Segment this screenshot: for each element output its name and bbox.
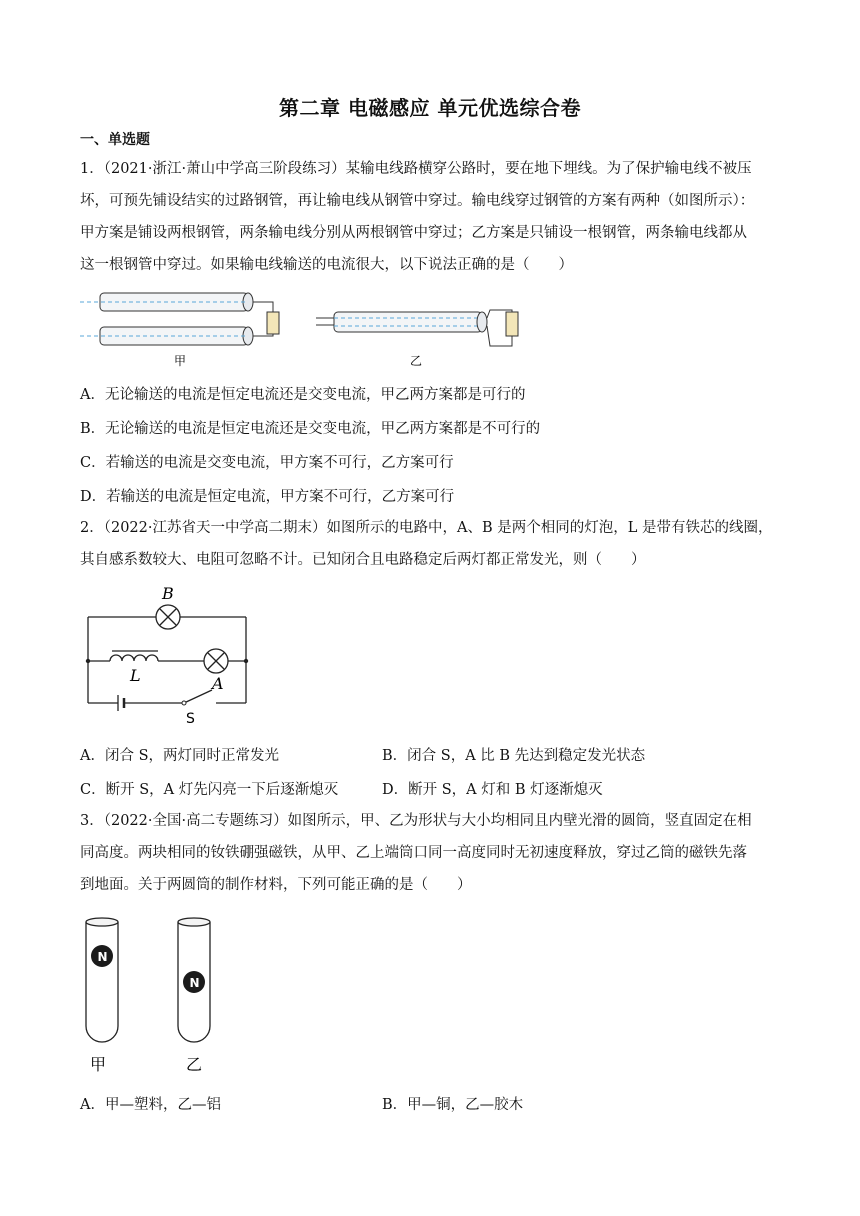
pipe-scheme-jia <box>80 293 279 345</box>
magnet-icon <box>183 971 205 993</box>
tube-jia <box>86 922 118 1042</box>
question-line: 1．（2021·浙江·萧山中学高三阶段练习）某输电线路横穿公路时，要在地下埋线。为了保护输电线不被压 <box>80 161 752 177</box>
q2-circuit-figure <box>80 585 260 725</box>
pipe-scheme-yi <box>316 310 518 346</box>
question-line: 这一根钢管中穿过。如果输电线输送的电流很大，以下说法正确的是（ ） <box>80 257 573 273</box>
fig-label-jia: 甲 <box>90 1055 107 1074</box>
section-heading: 一、单选题 <box>80 132 150 148</box>
svg-text:N: N <box>189 976 200 990</box>
page-title: 第二章 电磁感应 单元优选综合卷 <box>279 96 581 120</box>
q1-option-d[interactable]: D．若输送的电流是恒定电流，甲方案不可行，乙方案可行 <box>80 489 455 505</box>
q2-option-d[interactable]: D．断开 S，A 灯和 B 灯逐渐熄灭 <box>382 782 603 798</box>
label-a: A <box>212 674 224 693</box>
question-line: 3．（2022·全国·高二专题练习）如图所示，甲、乙为形状与大小均相同且内壁光滑的圆筒，竖直固定在相 <box>80 813 752 829</box>
q1-option-b[interactable]: B．无论输送的电流是恒定电流还是交变电流，甲乙两方案都是不可行的 <box>80 421 541 437</box>
label-s: S <box>186 711 195 727</box>
label-b: B <box>162 584 174 603</box>
label-l: L <box>130 666 141 685</box>
magnet-icon <box>91 945 113 967</box>
question-line: 2．（2022·江苏省天一中学高二期末）如图所示的电路中，A、B 是两个相同的灯泡，L 是带有铁芯的线圈， <box>80 520 773 536</box>
question-line: 其自感系数较大、电阻可忽略不计。已知闭合且电路稳定后两灯都正常发光，则（ ） <box>80 552 646 568</box>
fig-label-yi: 乙 <box>410 354 423 368</box>
question-line: 坏，可预先铺设结实的过路钢管，再让输电线从钢管中穿过。输电线穿过钢管的方案有两种（如图所示）： <box>80 193 755 209</box>
fig-label-jia: 甲 <box>174 354 187 368</box>
question-line: 同高度。两块相同的钕铁硼强磁铁，从甲、乙上端筒口同一高度同时无初速度释放，穿过乙筒的磁铁先落 <box>80 845 747 861</box>
question-1-stem <box>80 153 780 281</box>
question-3-stem <box>80 805 780 901</box>
q2-option-b[interactable]: B．闭合 S，A 比 B 先达到稳定发光状态 <box>382 748 646 764</box>
question-line: 到地面。关于两圆筒的制作材料，下列可能正确的是（ ） <box>80 877 472 893</box>
q1-option-c[interactable]: C．若输送的电流是交变电流，甲方案不可行，乙方案可行 <box>80 455 454 471</box>
q2-option-a[interactable]: A．闭合 S，两灯同时正常发光 <box>80 748 280 764</box>
q3-tubes-figure <box>82 916 222 1076</box>
fig-label-yi: 乙 <box>186 1055 203 1074</box>
question-2-stem <box>80 512 780 576</box>
q3-option-b[interactable]: B．甲—铜，乙—胶木 <box>382 1097 524 1113</box>
question-line: 甲方案是铺设两根钢管，两条输电线分别从两根钢管中穿过；乙方案是只铺设一根钢管，两条输电线都从 <box>80 225 747 241</box>
svg-text:N: N <box>97 950 108 964</box>
q2-option-c[interactable]: C．断开 S，A 灯先闪亮一下后逐渐熄灭 <box>80 782 339 798</box>
q1-figure <box>80 290 540 370</box>
q1-option-a[interactable]: A．无论输送的电流是恒定电流还是交变电流，甲乙两方案都是可行的 <box>80 387 526 403</box>
q3-option-a[interactable]: A．甲—塑料，乙—铝 <box>80 1097 221 1113</box>
